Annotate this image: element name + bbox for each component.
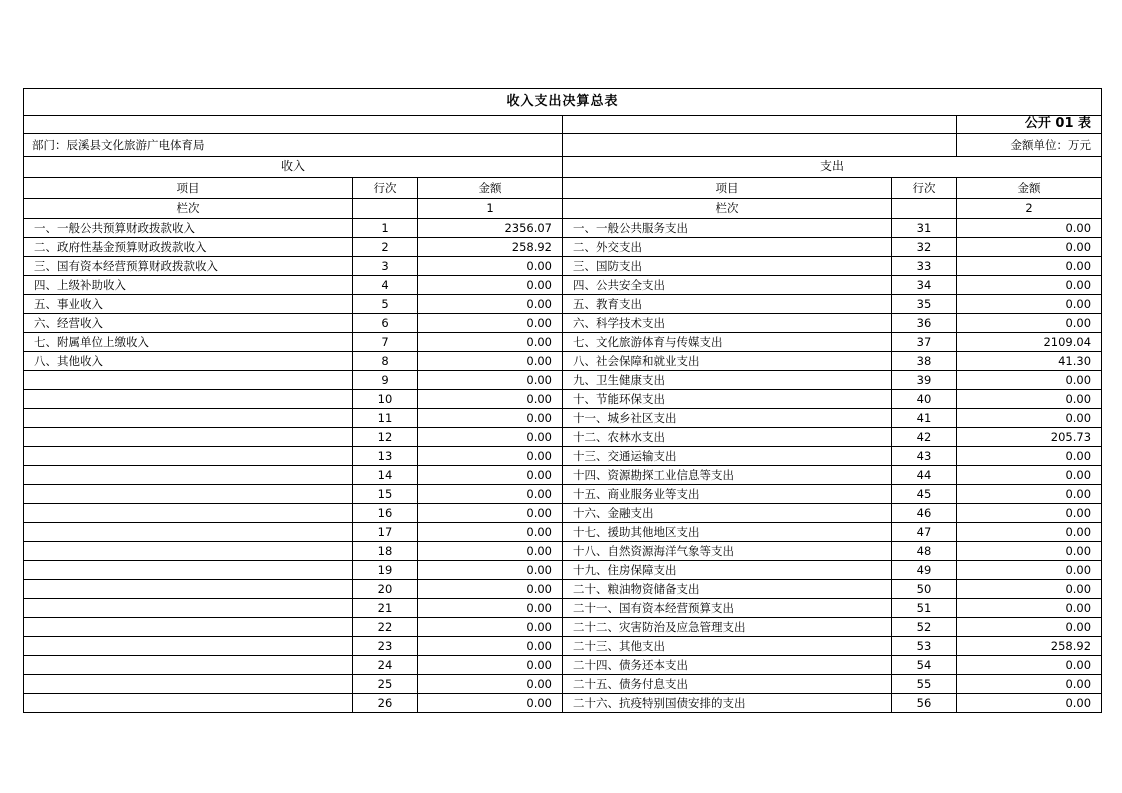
col-header-income-amount: 金额 — [418, 178, 563, 199]
income-item-label: 五、事业收入 — [24, 295, 353, 314]
expense-row-number: 50 — [892, 580, 957, 599]
table-row — [24, 580, 1102, 599]
table-row — [24, 333, 1102, 352]
income-item-label: 一、一般公共预算财政拨款收入 — [24, 219, 353, 238]
expense-amount-value: 0.00 — [957, 580, 1102, 599]
income-item-label — [24, 618, 353, 637]
table-body — [24, 89, 1102, 219]
income-item-label — [24, 599, 353, 618]
expense-item-label: 二十二、灾害防治及应急管理支出 — [563, 618, 892, 637]
expense-item-label: 二十一、国有资本经营预算支出 — [563, 599, 892, 618]
income-row-number: 21 — [353, 599, 418, 618]
income-row-number: 3 — [353, 257, 418, 276]
expense-row-number: 39 — [892, 371, 957, 390]
income-row-number: 5 — [353, 295, 418, 314]
expense-item-label: 二、外交支出 — [563, 238, 892, 257]
expense-item-label: 十二、农林水支出 — [563, 428, 892, 447]
income-amount-value: 0.00 — [418, 542, 563, 561]
income-amount-value: 0.00 — [418, 656, 563, 675]
income-row-number: 25 — [353, 675, 418, 694]
expense-row-number: 43 — [892, 447, 957, 466]
expense-item-label: 一、一般公共服务支出 — [563, 219, 892, 238]
expense-row-number: 40 — [892, 390, 957, 409]
col-header-expense-amount: 金额 — [957, 178, 1102, 199]
expense-amount-value: 0.00 — [957, 523, 1102, 542]
table-row — [24, 352, 1102, 371]
expense-row-number: 49 — [892, 561, 957, 580]
income-row-number: 4 — [353, 276, 418, 295]
income-amount-value: 0.00 — [418, 428, 563, 447]
expense-item-label: 二十、粮油物资储备支出 — [563, 580, 892, 599]
income-amount-value: 0.00 — [418, 447, 563, 466]
department-name: 辰溪县文化旅游广电体育局 — [66, 137, 205, 152]
expense-item-label: 三、国防支出 — [563, 257, 892, 276]
table-row — [24, 409, 1102, 428]
table-row — [24, 485, 1102, 504]
expense-row-number: 54 — [892, 656, 957, 675]
lanci-expense-number: 2 — [957, 199, 1102, 219]
expense-item-label: 十三、交通运输支出 — [563, 447, 892, 466]
expense-amount-value: 0.00 — [957, 675, 1102, 694]
col-header-income-item: 项目 — [24, 178, 353, 199]
department-row — [24, 134, 1102, 157]
expense-amount-value: 0.00 — [957, 485, 1102, 504]
income-amount-value: 0.00 — [418, 466, 563, 485]
income-item-label — [24, 523, 353, 542]
table-row — [24, 238, 1102, 257]
income-row-number: 7 — [353, 333, 418, 352]
amount-unit-label: 金额单位：万元 — [957, 134, 1102, 157]
income-amount-value: 0.00 — [418, 314, 563, 333]
expense-row-number: 34 — [892, 276, 957, 295]
expense-amount-value: 0.00 — [957, 390, 1102, 409]
table-row — [24, 390, 1102, 409]
group-header-row — [24, 157, 1102, 178]
income-row-number: 18 — [353, 542, 418, 561]
income-amount-value: 0.00 — [418, 352, 563, 371]
expense-row-number: 35 — [892, 295, 957, 314]
table-row — [24, 656, 1102, 675]
income-row-number: 23 — [353, 637, 418, 656]
income-item-label — [24, 637, 353, 656]
expense-amount-value: 258.92 — [957, 637, 1102, 656]
expense-row-number: 48 — [892, 542, 957, 561]
table-row — [24, 314, 1102, 333]
form-code: 公开 01 表 — [957, 116, 1102, 134]
expense-row-number: 33 — [892, 257, 957, 276]
expense-item-label: 二十六、抗疫特别国债安排的支出 — [563, 694, 892, 713]
table-row — [24, 599, 1102, 618]
income-item-label — [24, 694, 353, 713]
table-row — [24, 276, 1102, 295]
income-item-label — [24, 390, 353, 409]
income-amount-value: 0.00 — [418, 504, 563, 523]
spacer-row — [24, 116, 1102, 134]
income-amount-value: 0.00 — [418, 599, 563, 618]
income-item-label — [24, 485, 353, 504]
budget-table-container — [23, 88, 1101, 713]
expense-row-number: 46 — [892, 504, 957, 523]
title-row — [24, 89, 1102, 116]
income-row-number: 12 — [353, 428, 418, 447]
income-row-number: 11 — [353, 409, 418, 428]
table-row — [24, 295, 1102, 314]
column-header-row — [24, 178, 1102, 199]
lanci-label-expense: 栏次 — [563, 199, 892, 219]
income-row-number: 24 — [353, 656, 418, 675]
income-item-label: 三、国有资本经营预算财政拨款收入 — [24, 257, 353, 276]
department-spacer — [563, 134, 957, 157]
expense-item-label: 十、节能环保支出 — [563, 390, 892, 409]
income-amount-value: 0.00 — [418, 694, 563, 713]
expense-item-label: 十九、住房保障支出 — [563, 561, 892, 580]
expense-item-label: 十七、援助其他地区支出 — [563, 523, 892, 542]
expense-amount-value: 0.00 — [957, 371, 1102, 390]
income-item-label — [24, 561, 353, 580]
income-amount-value: 0.00 — [418, 675, 563, 694]
expense-item-label: 七、文化旅游体育与传媒支出 — [563, 333, 892, 352]
income-row-number: 14 — [353, 466, 418, 485]
expense-amount-value: 0.00 — [957, 276, 1102, 295]
income-row-number: 8 — [353, 352, 418, 371]
income-amount-value: 2356.07 — [418, 219, 563, 238]
table-row — [24, 371, 1102, 390]
table-row — [24, 504, 1102, 523]
income-row-number: 10 — [353, 390, 418, 409]
page-title: 收入支出决算总表 — [24, 89, 1102, 116]
department-label-and-name — [24, 134, 563, 157]
expense-amount-value: 0.00 — [957, 295, 1102, 314]
income-amount-value: 0.00 — [418, 561, 563, 580]
expense-row-number: 36 — [892, 314, 957, 333]
expense-item-label: 二十五、债务付息支出 — [563, 675, 892, 694]
col-header-expense-row-no: 行次 — [892, 178, 957, 199]
table-row — [24, 618, 1102, 637]
income-item-label: 六、经营收入 — [24, 314, 353, 333]
income-item-label: 七、附属单位上缴收入 — [24, 333, 353, 352]
income-amount-value: 0.00 — [418, 485, 563, 504]
income-row-number: 13 — [353, 447, 418, 466]
expense-amount-value: 0.00 — [957, 504, 1102, 523]
expense-row-number: 55 — [892, 675, 957, 694]
table-row — [24, 542, 1102, 561]
expense-amount-value: 0.00 — [957, 466, 1102, 485]
expense-row-number: 38 — [892, 352, 957, 371]
expense-item-label: 十六、金融支出 — [563, 504, 892, 523]
income-amount-value: 0.00 — [418, 523, 563, 542]
table-row — [24, 561, 1102, 580]
lanci-label-income: 栏次 — [24, 199, 353, 219]
expense-amount-value: 0.00 — [957, 257, 1102, 276]
lanci-income-number: 1 — [418, 199, 563, 219]
expense-item-label: 二十三、其他支出 — [563, 637, 892, 656]
income-item-label: 八、其他收入 — [24, 352, 353, 371]
expense-item-label: 十五、商业服务业等支出 — [563, 485, 892, 504]
expense-amount-value: 0.00 — [957, 599, 1102, 618]
table-row — [24, 428, 1102, 447]
income-amount-value: 0.00 — [418, 257, 563, 276]
income-row-number: 17 — [353, 523, 418, 542]
department-label: 部门： — [32, 137, 67, 152]
expense-amount-value: 41.30 — [957, 352, 1102, 371]
expense-row-number: 45 — [892, 485, 957, 504]
table-row — [24, 523, 1102, 542]
expense-item-label: 九、卫生健康支出 — [563, 371, 892, 390]
table-row — [24, 466, 1102, 485]
expense-amount-value: 0.00 — [957, 409, 1102, 428]
group-header-expense: 支出 — [563, 157, 1102, 178]
income-item-label — [24, 466, 353, 485]
income-expense-final-accounts-table — [23, 88, 1102, 713]
expense-row-number: 53 — [892, 637, 957, 656]
income-row-number: 6 — [353, 314, 418, 333]
income-row-number: 15 — [353, 485, 418, 504]
expense-row-number: 37 — [892, 333, 957, 352]
expense-item-label: 十四、资源勘探工业信息等支出 — [563, 466, 892, 485]
expense-row-number: 31 — [892, 219, 957, 238]
lanci-expense-blank — [892, 199, 957, 219]
income-amount-value: 258.92 — [418, 238, 563, 257]
expense-amount-value: 0.00 — [957, 447, 1102, 466]
expense-amount-value: 0.00 — [957, 219, 1102, 238]
income-amount-value: 0.00 — [418, 295, 563, 314]
expense-row-number: 41 — [892, 409, 957, 428]
income-item-label — [24, 504, 353, 523]
income-amount-value: 0.00 — [418, 637, 563, 656]
expense-row-number: 51 — [892, 599, 957, 618]
income-amount-value: 0.00 — [418, 276, 563, 295]
income-item-label — [24, 371, 353, 390]
spacer-left — [24, 116, 563, 134]
spacer-mid — [563, 116, 957, 134]
income-item-label: 二、政府性基金预算财政拨款收入 — [24, 238, 353, 257]
table-row — [24, 637, 1102, 656]
expense-item-label: 十一、城乡社区支出 — [563, 409, 892, 428]
expense-row-number: 32 — [892, 238, 957, 257]
income-amount-value: 0.00 — [418, 409, 563, 428]
expense-item-label: 二十四、债务还本支出 — [563, 656, 892, 675]
table-row — [24, 694, 1102, 713]
income-row-number: 20 — [353, 580, 418, 599]
table-row — [24, 447, 1102, 466]
income-item-label — [24, 447, 353, 466]
income-row-number: 9 — [353, 371, 418, 390]
expense-item-label: 五、教育支出 — [563, 295, 892, 314]
income-amount-value: 0.00 — [418, 618, 563, 637]
expense-row-number: 52 — [892, 618, 957, 637]
expense-amount-value: 2109.04 — [957, 333, 1102, 352]
expense-row-number: 47 — [892, 523, 957, 542]
expense-row-number: 56 — [892, 694, 957, 713]
income-item-label — [24, 580, 353, 599]
income-amount-value: 0.00 — [418, 371, 563, 390]
data-rows-body — [24, 219, 1102, 713]
expense-amount-value: 0.00 — [957, 618, 1102, 637]
income-amount-value: 0.00 — [418, 390, 563, 409]
expense-item-label: 六、科学技术支出 — [563, 314, 892, 333]
income-row-number: 2 — [353, 238, 418, 257]
expense-row-number: 44 — [892, 466, 957, 485]
expense-item-label: 四、公共安全支出 — [563, 276, 892, 295]
table-row — [24, 675, 1102, 694]
table-row — [24, 219, 1102, 238]
col-header-expense-item: 项目 — [563, 178, 892, 199]
income-row-number: 1 — [353, 219, 418, 238]
income-item-label — [24, 428, 353, 447]
group-header-income: 收入 — [24, 157, 563, 178]
expense-amount-value: 0.00 — [957, 694, 1102, 713]
col-header-income-row-no: 行次 — [353, 178, 418, 199]
expense-item-label: 十八、自然资源海洋气象等支出 — [563, 542, 892, 561]
income-row-number: 16 — [353, 504, 418, 523]
expense-amount-value: 0.00 — [957, 656, 1102, 675]
expense-item-label: 八、社会保障和就业支出 — [563, 352, 892, 371]
table-row — [24, 257, 1102, 276]
income-item-label — [24, 675, 353, 694]
lanci-row — [24, 199, 1102, 219]
income-row-number: 19 — [353, 561, 418, 580]
expense-amount-value: 0.00 — [957, 238, 1102, 257]
expense-amount-value: 0.00 — [957, 314, 1102, 333]
income-amount-value: 0.00 — [418, 333, 563, 352]
expense-row-number: 42 — [892, 428, 957, 447]
expense-amount-value: 0.00 — [957, 542, 1102, 561]
income-item-label: 四、上级补助收入 — [24, 276, 353, 295]
expense-amount-value: 205.73 — [957, 428, 1102, 447]
income-row-number: 22 — [353, 618, 418, 637]
income-item-label — [24, 656, 353, 675]
lanci-income-blank — [353, 199, 418, 219]
income-item-label — [24, 409, 353, 428]
income-row-number: 26 — [353, 694, 418, 713]
expense-amount-value: 0.00 — [957, 561, 1102, 580]
income-item-label — [24, 542, 353, 561]
income-amount-value: 0.00 — [418, 580, 563, 599]
